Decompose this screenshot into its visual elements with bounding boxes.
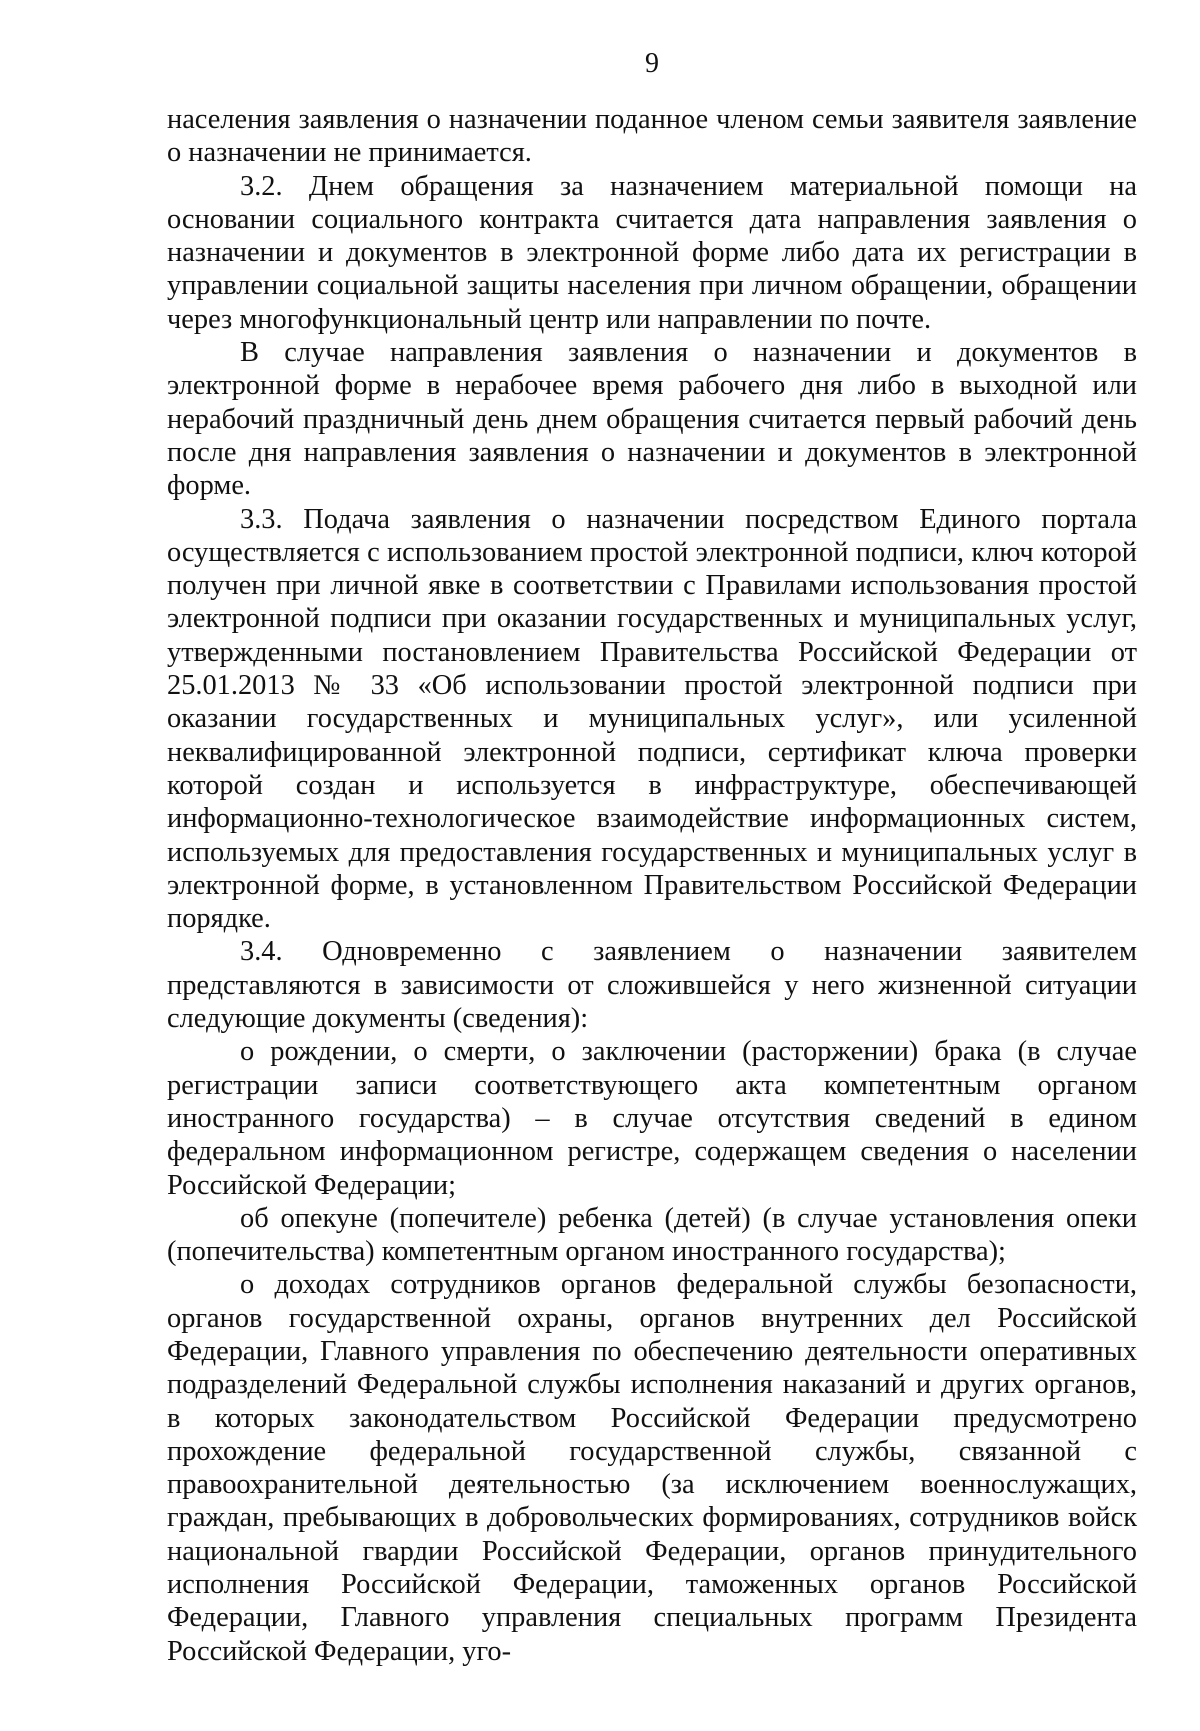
document-body [167, 103, 1137, 1668]
paragraph: об опекуне (попечителе) ребенка (детей) (в случае установления опеки (попечительства) компетентным органом иностранного государства); [167, 1202, 1137, 1268]
paragraph: о рождении, о смерти, о заключении (расторжении) брака (в случае регистрации записи соответствующего акта компетентным органом иностранного государства) – в случае отсутствия сведений в едином федеральном информационном регистре, содержащем сведения о населении Российской Федерации; [167, 1036, 1137, 1201]
paragraph: 3.2. Днем обращения за назначением материальной помощи на основании социального контракта считается дата направления заявления о назначении и документов в электронной форме либо дата их регистрации в управлении социальной защиты населения при личном обращении, обращении через многофункциональный центр или направлении по почте. [167, 170, 1137, 335]
paragraph: 3.4. Одновременно с заявлением о назначении заявителем представляются в зависимости от сложившейся у него жизненной ситуации следующие документы (сведения): [167, 936, 1137, 1035]
page-number: 9 [645, 48, 659, 79]
paragraph: 3.3. Подача заявления о назначении посредством Единого портала осуществляется с использованием простой электронной подписи, ключ которой получен при личной явке в соответствии с Правилами использования простой электронной подписи при оказании государственных и муниципальных услуг, утвержденными постановлением Правительства Российской Федерации от 25.01.2013 № 33 «Об использовании простой электронной подписи при оказании государственных и муниципальных услуг», или усиленной неквалифицированной электронной подписи, сертификат ключа проверки которой создан и используется в инфраструктуре, обеспечивающей информационно-технологическое взаимодействие информационных систем, используемых для предоставления государственных и муниципальных услуг в электронной форме, в установленном Правительством Российской Федерации порядке. [167, 503, 1137, 935]
paragraph: населения заявления о назначении поданное членом семьи заявителя заявление о назначении не принимается. [167, 104, 1137, 169]
paragraph: В случае направления заявления о назначении и документов в электронной форме в нерабочее время рабочего дня либо в выходной или нерабочий праздничный день днем обращения считается первый рабочий день после дня направления заявления о назначении и документов в электронной форме. [167, 337, 1137, 502]
paragraph: о доходах сотрудников органов федеральной службы безопасности, органов государственной охраны, органов внутренних дел Российской Федерации, Главного управления по обеспечению деятельности оперативных подразделений Федеральной службы исполнения наказаний и других органов, в которых законодательством Российской Федерации предусмотрено прохождение федеральной государственной службы, связанной с правоохранительной деятельностью (за исключением военнослужащих, граждан, пребывающих в добровольческих формированиях, сотрудников войск национальной гвардии Российской Федерации, органов принудительного исполнения Российской Федерации, таможенных органов Российской Федерации, Главного управления специальных программ Президента Российской Федерации, уго- [167, 1269, 1137, 1667]
